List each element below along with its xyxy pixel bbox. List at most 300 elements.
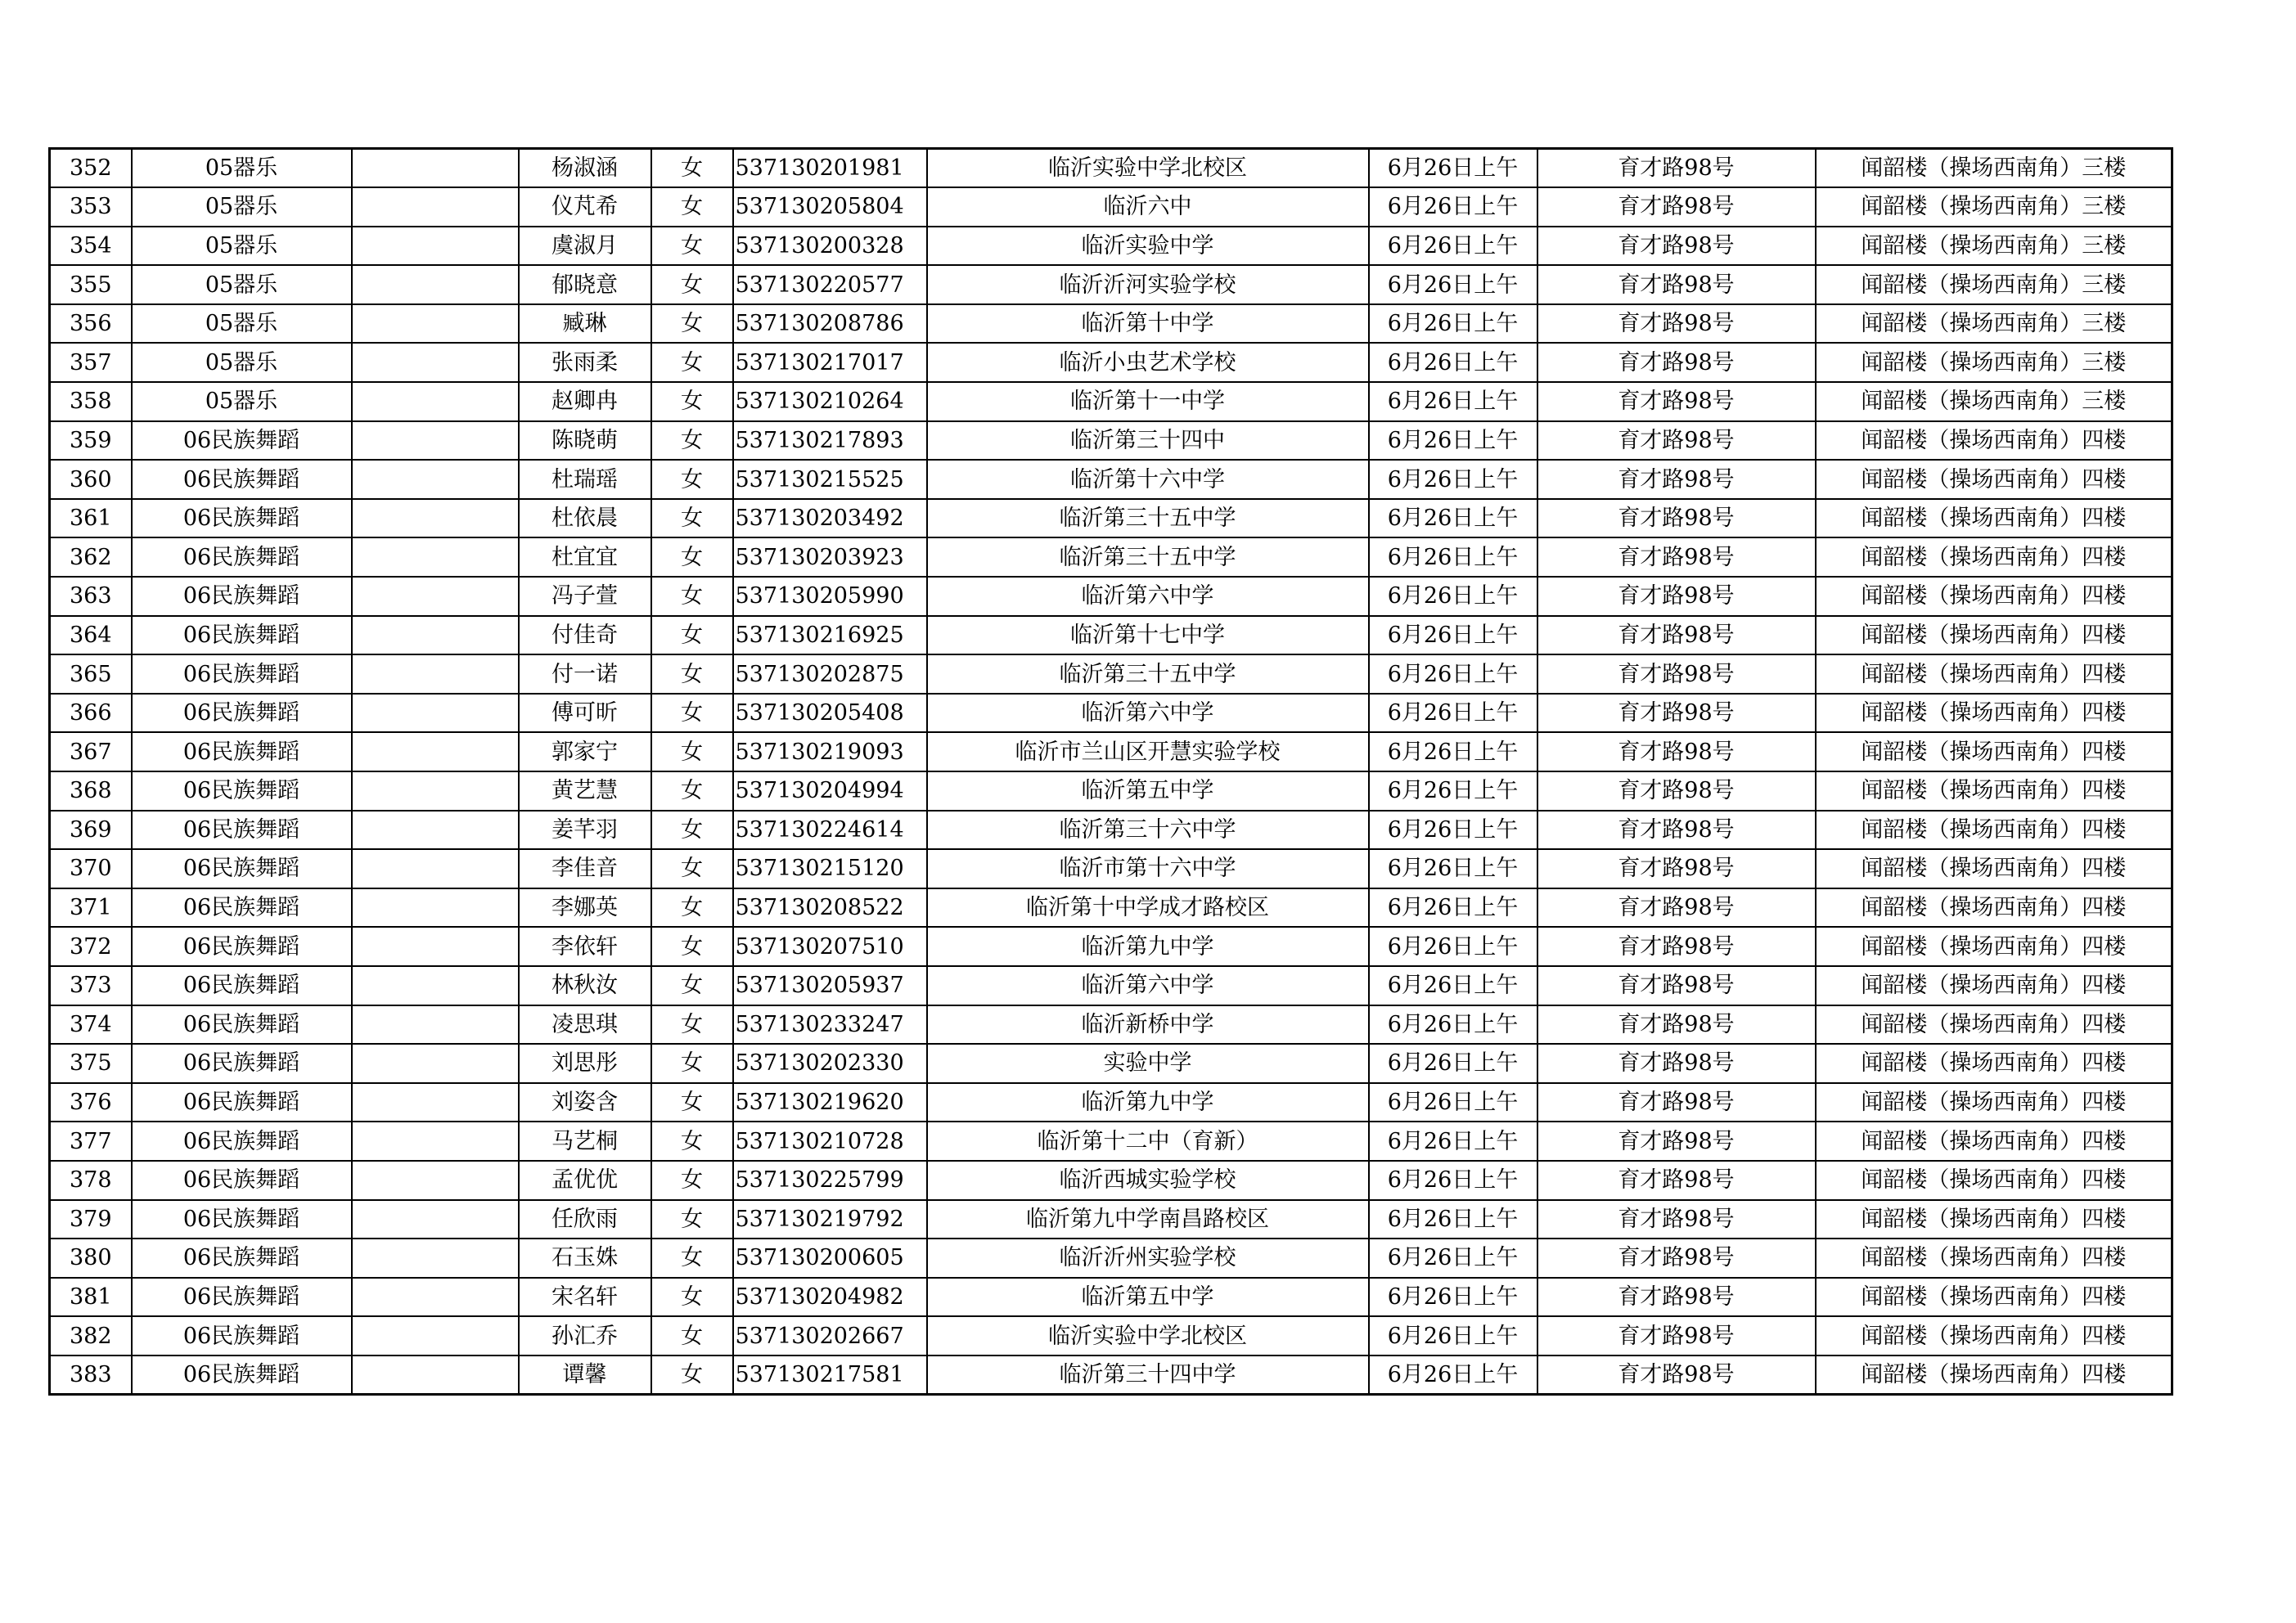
row-number-cell: 356 [50,304,132,344]
exam-room-cell: 闻韶楼（操场西南角）三楼 [1816,149,2172,188]
gender-cell: 女 [651,849,733,888]
category-cell: 05器乐 [132,382,352,421]
exam-number-cell: 537130202875 [733,654,927,694]
table-row [50,1044,2172,1083]
exam-time-cell: 6月26日上午 [1369,927,1537,966]
exam-time-cell: 6月26日上午 [1369,654,1537,694]
exam-time-cell: 6月26日上午 [1369,1355,1537,1395]
row-number-cell: 380 [50,1239,132,1278]
exam-room-cell: 闻韶楼（操场西南角）四楼 [1816,694,2172,733]
applicant-table [48,147,2173,1396]
exam-time-cell: 6月26日上午 [1369,537,1537,577]
table-row [50,1200,2172,1239]
student-name-cell: 谭馨 [519,1355,651,1395]
row-number-cell: 359 [50,421,132,461]
student-name-cell: 臧琳 [519,304,651,344]
exam-number-cell: 537130203492 [733,499,927,538]
category-cell: 06民族舞蹈 [132,1083,352,1122]
table-row [50,1005,2172,1045]
exam-time-cell: 6月26日上午 [1369,1005,1537,1045]
student-name-cell: 付佳奇 [519,616,651,655]
school-cell: 临沂第三十四中 [927,421,1369,461]
exam-address-cell: 育才路98号 [1537,187,1816,227]
category-cell: 06民族舞蹈 [132,771,352,811]
table-body [50,149,2172,1395]
school-cell: 临沂第十一中学 [927,382,1369,421]
table-row [50,537,2172,577]
exam-number-cell: 537130202330 [733,1044,927,1083]
blank-cell [352,771,519,811]
student-name-cell: 傅可昕 [519,694,651,733]
blank-cell [352,732,519,771]
school-cell: 临沂第十六中学 [927,460,1369,499]
table-row [50,811,2172,850]
gender-cell: 女 [651,1044,733,1083]
category-cell: 06民族舞蹈 [132,1278,352,1317]
category-cell: 06民族舞蹈 [132,616,352,655]
exam-number-cell: 537130208522 [733,888,927,928]
blank-cell [352,537,519,577]
blank-cell [352,265,519,304]
blank-cell [352,382,519,421]
row-number-cell: 374 [50,1005,132,1045]
blank-cell [352,460,519,499]
gender-cell: 女 [651,694,733,733]
exam-address-cell: 育才路98号 [1537,849,1816,888]
exam-address-cell: 育才路98号 [1537,694,1816,733]
exam-address-cell: 育才路98号 [1537,732,1816,771]
exam-room-cell: 闻韶楼（操场西南角）四楼 [1816,888,2172,928]
exam-address-cell: 育才路98号 [1537,1044,1816,1083]
row-number-cell: 381 [50,1278,132,1317]
gender-cell: 女 [651,732,733,771]
blank-cell [352,227,519,266]
exam-number-cell: 537130200605 [733,1239,927,1278]
gender-cell: 女 [651,1005,733,1045]
table-row [50,1239,2172,1278]
exam-number-cell: 537130204994 [733,771,927,811]
exam-address-cell: 育才路98号 [1537,1278,1816,1317]
blank-cell [352,888,519,928]
school-cell: 临沂沂河实验学校 [927,265,1369,304]
exam-time-cell: 6月26日上午 [1369,343,1537,382]
school-cell: 临沂第五中学 [927,1278,1369,1317]
gender-cell: 女 [651,265,733,304]
exam-address-cell: 育才路98号 [1537,616,1816,655]
row-number-cell: 375 [50,1044,132,1083]
table-row [50,421,2172,461]
exam-address-cell: 育才路98号 [1537,771,1816,811]
gender-cell: 女 [651,382,733,421]
exam-address-cell: 育才路98号 [1537,537,1816,577]
category-cell: 06民族舞蹈 [132,499,352,538]
table-row [50,149,2172,188]
table-row [50,771,2172,811]
table-row [50,1161,2172,1200]
school-cell: 临沂市兰山区开慧实验学校 [927,732,1369,771]
exam-address-cell: 育才路98号 [1537,1122,1816,1161]
exam-room-cell: 闻韶楼（操场西南角）三楼 [1816,227,2172,266]
exam-room-cell: 闻韶楼（操场西南角）四楼 [1816,1278,2172,1317]
blank-cell [352,187,519,227]
student-name-cell: 杜瑞瑶 [519,460,651,499]
category-cell: 06民族舞蹈 [132,577,352,616]
exam-number-cell: 537130205937 [733,966,927,1005]
student-name-cell: 杜宜宜 [519,537,651,577]
blank-cell [352,499,519,538]
exam-room-cell: 闻韶楼（操场西南角）四楼 [1816,499,2172,538]
table-row [50,927,2172,966]
exam-number-cell: 537130219792 [733,1200,927,1239]
gender-cell: 女 [651,654,733,694]
category-cell: 06民族舞蹈 [132,888,352,928]
exam-room-cell: 闻韶楼（操场西南角）三楼 [1816,304,2172,344]
table-row [50,1083,2172,1122]
exam-address-cell: 育才路98号 [1537,927,1816,966]
row-number-cell: 377 [50,1122,132,1161]
school-cell: 临沂西城实验学校 [927,1161,1369,1200]
school-cell: 临沂第十中学 [927,304,1369,344]
blank-cell [352,1316,519,1355]
exam-room-cell: 闻韶楼（操场西南角）四楼 [1816,1122,2172,1161]
row-number-cell: 372 [50,927,132,966]
blank-cell [352,1122,519,1161]
category-cell: 06民族舞蹈 [132,1316,352,1355]
gender-cell: 女 [651,1122,733,1161]
student-name-cell: 付一诺 [519,654,651,694]
exam-time-cell: 6月26日上午 [1369,499,1537,538]
category-cell: 05器乐 [132,227,352,266]
gender-cell: 女 [651,1239,733,1278]
blank-cell [352,1200,519,1239]
exam-number-cell: 537130225799 [733,1161,927,1200]
category-cell: 05器乐 [132,304,352,344]
gender-cell: 女 [651,460,733,499]
category-cell: 06民族舞蹈 [132,1355,352,1395]
blank-cell [352,577,519,616]
exam-address-cell: 育才路98号 [1537,265,1816,304]
exam-number-cell: 537130210264 [733,382,927,421]
gender-cell: 女 [651,888,733,928]
student-name-cell: 杨淑涵 [519,149,651,188]
row-number-cell: 361 [50,499,132,538]
exam-number-cell: 537130205990 [733,577,927,616]
exam-room-cell: 闻韶楼（操场西南角）三楼 [1816,187,2172,227]
exam-number-cell: 537130203923 [733,537,927,577]
exam-number-cell: 537130219620 [733,1083,927,1122]
exam-address-cell: 育才路98号 [1537,1316,1816,1355]
row-number-cell: 368 [50,771,132,811]
exam-address-cell: 育才路98号 [1537,1083,1816,1122]
row-number-cell: 353 [50,187,132,227]
student-name-cell: 郁晓意 [519,265,651,304]
table-row [50,382,2172,421]
student-name-cell: 石玉姝 [519,1239,651,1278]
table-row [50,732,2172,771]
exam-time-cell: 6月26日上午 [1369,1161,1537,1200]
row-number-cell: 355 [50,265,132,304]
category-cell: 06民族舞蹈 [132,537,352,577]
row-number-cell: 358 [50,382,132,421]
school-cell: 实验中学 [927,1044,1369,1083]
row-number-cell: 354 [50,227,132,266]
gender-cell: 女 [651,1355,733,1395]
row-number-cell: 364 [50,616,132,655]
school-cell: 临沂第九中学南昌路校区 [927,1200,1369,1239]
gender-cell: 女 [651,616,733,655]
table-row [50,694,2172,733]
school-cell: 临沂第三十五中学 [927,537,1369,577]
exam-address-cell: 育才路98号 [1537,227,1816,266]
exam-time-cell: 6月26日上午 [1369,732,1537,771]
exam-time-cell: 6月26日上午 [1369,888,1537,928]
exam-time-cell: 6月26日上午 [1369,1122,1537,1161]
row-number-cell: 369 [50,811,132,850]
blank-cell [352,1005,519,1045]
row-number-cell: 357 [50,343,132,382]
exam-time-cell: 6月26日上午 [1369,694,1537,733]
student-name-cell: 刘思彤 [519,1044,651,1083]
category-cell: 06民族舞蹈 [132,1122,352,1161]
gender-cell: 女 [651,499,733,538]
exam-number-cell: 537130215120 [733,849,927,888]
table-row [50,343,2172,382]
school-cell: 临沂第三十四中学 [927,1355,1369,1395]
exam-time-cell: 6月26日上午 [1369,1278,1537,1317]
exam-number-cell: 537130201981 [733,149,927,188]
exam-address-cell: 育才路98号 [1537,1005,1816,1045]
exam-number-cell: 537130216925 [733,616,927,655]
exam-room-cell: 闻韶楼（操场西南角）四楼 [1816,1355,2172,1395]
exam-address-cell: 育才路98号 [1537,1239,1816,1278]
school-cell: 临沂实验中学 [927,227,1369,266]
gender-cell: 女 [651,421,733,461]
table-row [50,1278,2172,1317]
exam-room-cell: 闻韶楼（操场西南角）三楼 [1816,382,2172,421]
exam-time-cell: 6月26日上午 [1369,1083,1537,1122]
student-name-cell: 虞淑月 [519,227,651,266]
category-cell: 06民族舞蹈 [132,694,352,733]
blank-cell [352,1239,519,1278]
row-number-cell: 371 [50,888,132,928]
student-name-cell: 黄艺慧 [519,771,651,811]
school-cell: 临沂实验中学北校区 [927,149,1369,188]
category-cell: 06民族舞蹈 [132,421,352,461]
gender-cell: 女 [651,811,733,850]
blank-cell [352,1044,519,1083]
exam-number-cell: 537130217893 [733,421,927,461]
school-cell: 临沂市第十六中学 [927,849,1369,888]
category-cell: 06民族舞蹈 [132,654,352,694]
gender-cell: 女 [651,1278,733,1317]
student-name-cell: 陈晓萌 [519,421,651,461]
category-cell: 06民族舞蹈 [132,732,352,771]
blank-cell [352,343,519,382]
school-cell: 临沂实验中学北校区 [927,1316,1369,1355]
student-name-cell: 李娜英 [519,888,651,928]
school-cell: 临沂第六中学 [927,694,1369,733]
exam-time-cell: 6月26日上午 [1369,811,1537,850]
exam-address-cell: 育才路98号 [1537,149,1816,188]
student-name-cell: 李依轩 [519,927,651,966]
row-number-cell: 379 [50,1200,132,1239]
table-row [50,654,2172,694]
exam-room-cell: 闻韶楼（操场西南角）四楼 [1816,537,2172,577]
category-cell: 06民族舞蹈 [132,1200,352,1239]
school-cell: 临沂六中 [927,187,1369,227]
exam-number-cell: 537130205408 [733,694,927,733]
exam-time-cell: 6月26日上午 [1369,421,1537,461]
row-number-cell: 383 [50,1355,132,1395]
gender-cell: 女 [651,1316,733,1355]
student-name-cell: 郭家宁 [519,732,651,771]
gender-cell: 女 [651,1161,733,1200]
school-cell: 临沂第九中学 [927,927,1369,966]
student-name-cell: 马艺桐 [519,1122,651,1161]
student-name-cell: 仪芃希 [519,187,651,227]
exam-number-cell: 537130219093 [733,732,927,771]
category-cell: 06民族舞蹈 [132,1239,352,1278]
exam-address-cell: 育才路98号 [1537,499,1816,538]
exam-address-cell: 育才路98号 [1537,1161,1816,1200]
row-number-cell: 366 [50,694,132,733]
exam-number-cell: 537130207510 [733,927,927,966]
exam-room-cell: 闻韶楼（操场西南角）四楼 [1816,811,2172,850]
table-row [50,1355,2172,1395]
exam-time-cell: 6月26日上午 [1369,227,1537,266]
gender-cell: 女 [651,187,733,227]
exam-address-cell: 育才路98号 [1537,1200,1816,1239]
student-name-cell: 冯子萱 [519,577,651,616]
category-cell: 06民族舞蹈 [132,811,352,850]
table-row [50,265,2172,304]
table-row [50,888,2172,928]
exam-time-cell: 6月26日上午 [1369,849,1537,888]
exam-room-cell: 闻韶楼（操场西南角）四楼 [1816,927,2172,966]
exam-time-cell: 6月26日上午 [1369,265,1537,304]
blank-cell [352,421,519,461]
exam-time-cell: 6月26日上午 [1369,460,1537,499]
school-cell: 临沂新桥中学 [927,1005,1369,1045]
row-number-cell: 378 [50,1161,132,1200]
exam-time-cell: 6月26日上午 [1369,1200,1537,1239]
blank-cell [352,927,519,966]
gender-cell: 女 [651,1200,733,1239]
blank-cell [352,1355,519,1395]
exam-room-cell: 闻韶楼（操场西南角）四楼 [1816,577,2172,616]
exam-address-cell: 育才路98号 [1537,577,1816,616]
exam-address-cell: 育才路98号 [1537,966,1816,1005]
exam-room-cell: 闻韶楼（操场西南角）四楼 [1816,460,2172,499]
exam-number-cell: 537130233247 [733,1005,927,1045]
blank-cell [352,616,519,655]
exam-time-cell: 6月26日上午 [1369,1044,1537,1083]
category-cell: 05器乐 [132,265,352,304]
row-number-cell: 360 [50,460,132,499]
exam-address-cell: 育才路98号 [1537,811,1816,850]
school-cell: 临沂沂州实验学校 [927,1239,1369,1278]
category-cell: 06民族舞蹈 [132,460,352,499]
student-name-cell: 刘姿含 [519,1083,651,1122]
exam-time-cell: 6月26日上午 [1369,1239,1537,1278]
exam-number-cell: 537130202667 [733,1316,927,1355]
exam-time-cell: 6月26日上午 [1369,616,1537,655]
exam-room-cell: 闻韶楼（操场西南角）四楼 [1816,771,2172,811]
exam-time-cell: 6月26日上午 [1369,149,1537,188]
row-number-cell: 373 [50,966,132,1005]
exam-number-cell: 537130200328 [733,227,927,266]
exam-number-cell: 537130215525 [733,460,927,499]
student-name-cell: 任欣雨 [519,1200,651,1239]
school-cell: 临沂第六中学 [927,577,1369,616]
category-cell: 06民族舞蹈 [132,966,352,1005]
school-cell: 临沂第五中学 [927,771,1369,811]
exam-time-cell: 6月26日上午 [1369,771,1537,811]
school-cell: 临沂第十中学成才路校区 [927,888,1369,928]
exam-room-cell: 闻韶楼（操场西南角）四楼 [1816,1005,2172,1045]
category-cell: 06民族舞蹈 [132,1044,352,1083]
table-row [50,499,2172,538]
gender-cell: 女 [651,343,733,382]
gender-cell: 女 [651,577,733,616]
blank-cell [352,1083,519,1122]
exam-address-cell: 育才路98号 [1537,460,1816,499]
gender-cell: 女 [651,927,733,966]
row-number-cell: 363 [50,577,132,616]
school-cell: 临沂第九中学 [927,1083,1369,1122]
table-row [50,577,2172,616]
exam-address-cell: 育才路98号 [1537,654,1816,694]
blank-cell [352,149,519,188]
gender-cell: 女 [651,149,733,188]
student-name-cell: 林秋汝 [519,966,651,1005]
table-row [50,849,2172,888]
exam-room-cell: 闻韶楼（操场西南角）四楼 [1816,1044,2172,1083]
exam-room-cell: 闻韶楼（操场西南角）四楼 [1816,849,2172,888]
exam-time-cell: 6月26日上午 [1369,187,1537,227]
row-number-cell: 362 [50,537,132,577]
exam-room-cell: 闻韶楼（操场西南角）四楼 [1816,1239,2172,1278]
exam-number-cell: 537130224614 [733,811,927,850]
school-cell: 临沂第三十五中学 [927,499,1369,538]
gender-cell: 女 [651,537,733,577]
student-name-cell: 李佳音 [519,849,651,888]
exam-room-cell: 闻韶楼（操场西南角）四楼 [1816,1200,2172,1239]
exam-number-cell: 537130208786 [733,304,927,344]
blank-cell [352,1278,519,1317]
exam-room-cell: 闻韶楼（操场西南角）四楼 [1816,732,2172,771]
student-name-cell: 凌思琪 [519,1005,651,1045]
category-cell: 06民族舞蹈 [132,1161,352,1200]
student-name-cell: 宋名轩 [519,1278,651,1317]
blank-cell [352,694,519,733]
blank-cell [352,811,519,850]
school-cell: 临沂第三十六中学 [927,811,1369,850]
category-cell: 05器乐 [132,187,352,227]
exam-room-cell: 闻韶楼（操场西南角）四楼 [1816,421,2172,461]
exam-time-cell: 6月26日上午 [1369,382,1537,421]
exam-time-cell: 6月26日上午 [1369,1316,1537,1355]
student-name-cell: 孙汇乔 [519,1316,651,1355]
school-cell: 临沂第十二中（育新） [927,1122,1369,1161]
exam-address-cell: 育才路98号 [1537,421,1816,461]
school-cell: 临沂第六中学 [927,966,1369,1005]
gender-cell: 女 [651,1083,733,1122]
blank-cell [352,849,519,888]
exam-address-cell: 育才路98号 [1537,343,1816,382]
student-name-cell: 姜芊羽 [519,811,651,850]
gender-cell: 女 [651,227,733,266]
